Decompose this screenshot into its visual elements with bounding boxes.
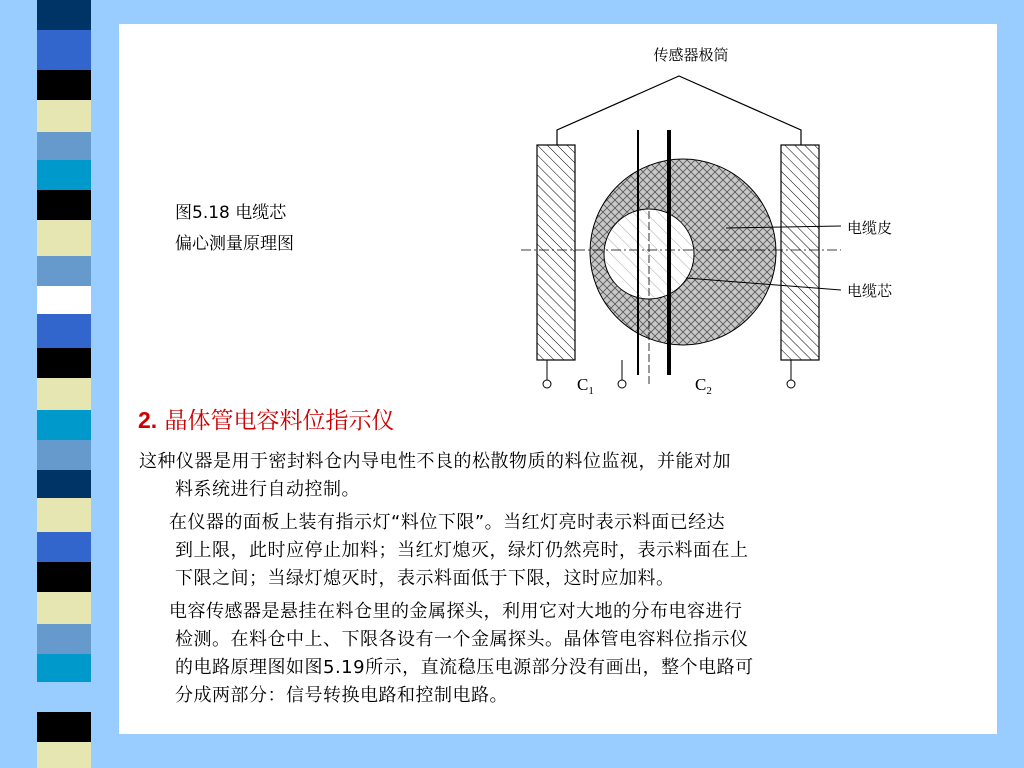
label-sensor-tube: 传感器极筒 <box>653 46 729 64</box>
figure-caption-line1: 图5.18 电缆芯 <box>175 203 287 223</box>
stripe-segment <box>37 70 91 100</box>
slide-page <box>119 24 997 734</box>
paragraph-line: 料系统进行自动控制。 <box>175 479 360 500</box>
figure-caption-line2: 偏心测量原理图 <box>175 234 294 254</box>
label-c1: $C_1$ <box>577 375 594 397</box>
right-electrode <box>781 145 819 360</box>
stripe-segment <box>37 100 91 132</box>
stripe-segment <box>37 592 91 624</box>
stripe-segment <box>37 30 91 70</box>
stripe-segment <box>37 348 91 378</box>
paragraph-line: 的电路原理图如图5.19所示，直流稳压电源部分没有画出，整个电路可 <box>175 657 754 678</box>
stripe-segment <box>37 440 91 470</box>
stripe-segment <box>37 378 91 410</box>
stripe-segment <box>37 190 91 220</box>
connector-lines <box>557 76 801 145</box>
sensor-diagram <box>511 40 931 410</box>
section-heading <box>138 405 395 436</box>
stripe-segment <box>37 132 91 160</box>
paragraph-line: 电容传感器是悬挂在料仓里的金属探头，利用它对大地的分布电容进行 <box>169 601 743 622</box>
stripe-segment <box>37 256 91 286</box>
left-electrode <box>537 145 575 360</box>
paragraph-line: 到上限，此时应停止加料；当红灯熄灭，绿灯仍然亮时，表示料面在上 <box>175 540 749 561</box>
label-cable-core: 电缆芯 <box>847 282 893 300</box>
decorative-stripe <box>37 0 91 768</box>
paragraph-line: 在仪器的面板上装有指示灯“料位下限”。当红灯亮时表示料面已经达 <box>169 512 726 533</box>
stripe-segment <box>37 498 91 532</box>
stripe-segment <box>37 682 91 712</box>
stripe-segment <box>37 160 91 190</box>
stripe-segment <box>37 624 91 654</box>
terminal-3 <box>787 380 795 388</box>
stripe-segment <box>37 654 91 682</box>
stripe-segment <box>37 562 91 592</box>
stripe-segment <box>37 470 91 498</box>
paragraph-line: 下限之间；当绿灯熄灭时，表示料面低于下限，这时应加料。 <box>175 568 675 589</box>
label-c2: $C_2$ <box>695 375 712 397</box>
paragraph-1 <box>139 448 731 504</box>
terminal-2 <box>618 380 626 388</box>
paragraph-3 <box>169 598 754 710</box>
paragraph-line: 这种仪器是用于密封料仓内导电性不良的松散物质的料位监视，并能对加 <box>139 451 731 472</box>
terminal-1 <box>543 380 551 388</box>
stripe-segment <box>37 410 91 440</box>
stripe-segment <box>37 532 91 562</box>
paragraph-line: 分成两部分：信号转换电路和控制电路。 <box>175 685 508 706</box>
stripe-segment <box>37 742 91 768</box>
stripe-segment <box>37 286 91 314</box>
section-heading-number: 2. <box>138 407 158 433</box>
section-heading-text: 晶体管电容料位指示仪 <box>164 408 395 434</box>
stripe-segment <box>37 712 91 742</box>
stripe-segment <box>37 220 91 256</box>
label-cable-sheath: 电缆皮 <box>847 219 893 237</box>
paragraph-2 <box>169 509 749 593</box>
paragraph-line: 检测。在料仓中上、下限各设有一个金属探头。晶体管电容料位指示仪 <box>175 629 749 650</box>
stripe-segment <box>37 0 91 30</box>
stripe-segment <box>37 314 91 348</box>
